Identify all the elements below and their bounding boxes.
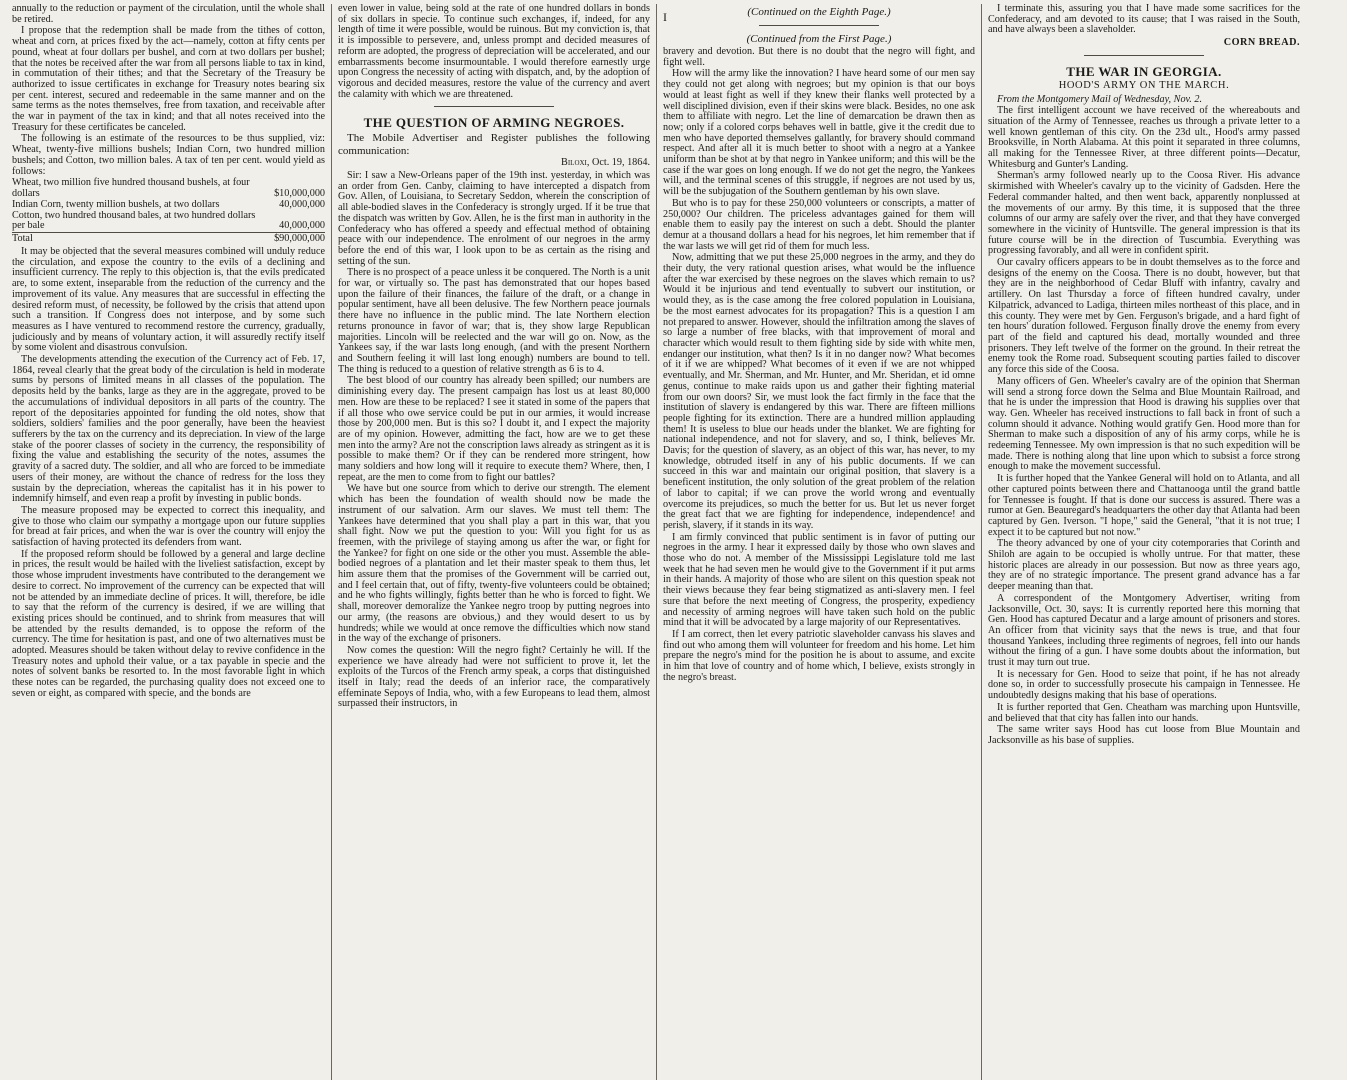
paragraph: The first intelligent account we have received of the whereabouts and situation of the Army of Tennessee, reaches us through a private letter to a well known gentleman of this city. On the 23d ult., Hood's army passed Brooksville, in North Alabama. At this point it separated in three columns, all making for the Tennessee River, at three different points—Decatur, Whitesburg and Gunter's Landing. bbox=[988, 105, 1300, 170]
dateline-place: Biloxi bbox=[561, 157, 587, 169]
article-heading: THE QUESTION OF ARMING NEGROES. bbox=[363, 115, 625, 131]
paragraph: Our cavalry officers appears to be in doubt themselves as to the force and designs of the enemy on the Coosa. There is no doubt, however, but that they are in the neighborhood of Cedar Bluff with infantry, cavalry and artillery. On last Thursday a force of fifteen hundred cavalry, under Kilpatrick, advanced to Ladiga, thirteen miles northeast of this place, and in this county. They were met by Gen. Ferguson's brigade, and a hard fight of ten hours' duration followed. Ferguson finally drove the enemy from every part of the field and captured his dead, mortally wounded and three prisoners. They left twelve of the former on the ground. In their retreat the enemy took the Rome road. Subsequent scouting parties failed to discover any force this side of the Coosa. bbox=[988, 257, 1300, 376]
paragraph: I am firmly convinced that public sentiment is in favor of putting our negroes in the army. I hear it expressed daily by those who own slaves and those who do not. A member of the Mississippi Legislature told me last week that he had seven men he would give to the Government if it put arms in their hands. A majority of those who are silent on this question speak not their views because they fear being stigmatized as anti-slavery men. I feel sure that before the next meeting of Congress, the prosperity, expediency and necessity of arming negroes will have taken such hold on the public mind that it will be advocated by a large majority of our Representatives. bbox=[663, 531, 975, 629]
paragraph: It is further reported that Gen. Cheatham was marching upon Huntsville, and believed that that city has fallen into our hands. bbox=[988, 701, 1300, 724]
article-intro: The Mobile Advertiser and Register publishes the following communication: bbox=[338, 132, 650, 157]
paragraph: But who is to pay for these 250,000 volunteers or conscripts, a matter of 250,000? Our children. The priceless advantages gained for them will enable them to easily pay the interest on such a debt. Should the planter demur at a thousand dollars a head for his negroes, let him remember that if the war lasts we will get rid of them for much less. bbox=[663, 197, 975, 252]
paragraph: It is necessary for Gen. Hood to seize that point, if he has not already done so, in order to successfully prosecute his campaign in Tennessee. He undoubtedly designs making that his base of operations. bbox=[988, 668, 1300, 702]
paragraph: It may be objected that the several measures combined will unduly reduce the circulation, and expose the country to the evils of a declining and insufficient currency. The reply to this objection is, that the evils predicated are, to some extent, inseparable from the reduction of the currency and the improvement of its value. Any measures that are successful in effecting the desired reform must, of necessity, be followed by the crisis that attend upon such a transition. If Congress does not interpose, and by some such measures as I have ventured to recommend restore the currency, gradually, judiciously and by means of voluntary action, it will assuredly rectify itself by some violent and disastrous convulsion. bbox=[12, 246, 325, 354]
article-subheading: HOOD'S ARMY ON THE MARCH. bbox=[1058, 79, 1230, 91]
table-row bbox=[12, 211, 325, 233]
paragraph: bravery and devotion. But there is no doubt that the negro will fight, and fight well. bbox=[663, 46, 975, 68]
paragraph: The measure proposed may be expected to correct this inequality, and give to those who claim our sympathy a mortgage upon our future supplies for bread at fair prices, and when the war is over the country will enjoy the satisfaction of having protected its defenders from want. bbox=[12, 504, 325, 549]
table-row bbox=[12, 178, 325, 200]
paragraph: Many officers of Gen. Wheeler's cavalry are of the opinion that Sherman will send a strong force down the Selma and Blue Mountain Railroad, and that he is under the impression that Hood is drawing his supplies over that way. Gen. Wheeler has received instructions to fall back in front of such a column should it advance. Nothing would gratify Gen. Hood more than for Sherman to make such a disposition of any of his army corps, while he is redeeming Tennessee. My own impression is that no such expedition will be made. There is nothing along that line upon which to subsist a force strong enough to make the movement successful. bbox=[988, 375, 1300, 473]
paragraph: It is further hoped that the Yankee General will hold on to Atlanta, and all other captured points between there and Chattanooga until the grand battle for Tennessee is fought. If that is done our success is assured. There was a rumor at Gen. Beauregard's headquarters the other day that Atlanta had been captured by Gen. Iverson. "I hope," said the General, "that it is not true; I expect it to be captured but not now." bbox=[988, 473, 1300, 538]
divider bbox=[759, 25, 879, 26]
paragraph: even lower in value, being sold at the rate of one hundred dollars in bonds of six dollars in specie. To continue such exchanges, if, indeed, for any length of time it were possible, would be ruinous. But my conviction is, that it is impossible to persevere, and, unless prompt and decided measures of reform are adopted, the progress of depreciation will be accelerated, and our embarrassments become insurmountable. I would therefore earnestly urge upon Congress the necessity of acting with dispatch, and, by the adoption of vigorous and decided measures, restore the value of the currency and avert the calamity with which we are threatened. bbox=[338, 4, 650, 100]
column-3 bbox=[656, 4, 981, 1080]
estimate-amount: $10,000,000 bbox=[274, 188, 325, 200]
paragraph: The developments attending the execution of the Currency act of Feb. 17, 1864, reveal clearly that the great body of the circulation is held in moderate sums by persons of limited means in all classes of the population. The deposits held by the banks, large as they are in the aggregate, proved to be the accumulations of individual depositors in all parts of the country. The report of the depositaries appointed for funding the old notes, show that soldiers, soldiers' families and the poor generally, have been the heaviest sufferers by the tax on the currency and its depreciation. In view of the large stake of the poorer classes of society in the currency, the responsibility of fixing the value and establishing the security of the notes, assumes the gravity of a sacred duty. The soldier, and all who are forced to be immediate users of their money, are without the chance of redress for the loss they sustain by the depreciation, whereas the capitalist has it in his power to indemnify himself, and even reap a profit by investing in public bonds. bbox=[12, 354, 325, 505]
paragraph: Now comes the question: Will the negro fight? Certainly he will. If the experience we have already had were not sufficient to prove it, let the exploits of the Turcos of the French army speak, a corps that distinguished itself in Italy; read the deeds of an inferior race, the comparatively effeminate Sepoys of India, who, with a few Europeans to lead them, almost surpassed their instructors, in bbox=[338, 644, 650, 710]
estimate-label: Cotton, two hundred thousand bales, at two hundred dollars per bale bbox=[12, 209, 256, 232]
estimate-amount: 40,000,000 bbox=[279, 198, 325, 210]
paragraph: annually to the reduction or payment of the circulation, until the whole shall be retired. bbox=[12, 4, 325, 25]
divider bbox=[1084, 55, 1204, 56]
estimate-amount: 40,000,000 bbox=[279, 220, 325, 232]
gutter-marker: I bbox=[663, 10, 667, 24]
divider bbox=[434, 106, 554, 107]
paragraph: I terminate this, assuring you that I have made some sacrifices for the Confederacy, and am devoted to its cause; that I was raised in the South, and have always been a slaveholder. bbox=[988, 4, 1300, 36]
dateline bbox=[338, 158, 650, 169]
total-label: Total bbox=[12, 233, 270, 245]
total-row bbox=[12, 233, 325, 245]
paragraph: The theory advanced by one of your city cotemporaries that Corinth and Shiloh are again to be occupied is wholly untrue. For that matter, these historic places are already in our possession. But now as three years ago, they are of no strategic importance. The present grand advance has a far deeper meaning than that. bbox=[988, 538, 1300, 593]
paragraph: If I am correct, then let every patriotic slaveholder canvass his slaves and find out who among them will volunteer for freedom and his home. Let him prepare the negro's mind for the position he is about to assume, and excite in him that love of country and of home which, I believe, exists strongly in the negro's breast. bbox=[663, 628, 975, 683]
paragraph: I propose that the redemption shall be made from the tithes of cotton, wheat and corn, at prices fixed by the act—namely, cotton at fifty cents per pound, wheat at four dollars per bushel, and corn at two dollars per bushel; that the notes be received after the war from all persons liable to tax in kind, in commutation of their tithes; and that the Secretary of the Treasury be authorized to issue certificates in exchange for Treasury notes bearing six per cent. interest, secured and redeemable in the same manner and on the same terms as the notes themselves, free from taxation, and receivable after the war in payment of the tax in kind; and that all notes received into the Treasury for these certificates be canceled. bbox=[12, 25, 325, 133]
total-amount: $90,000,000 bbox=[270, 233, 325, 245]
signature: CORN BREAD. bbox=[1223, 37, 1300, 49]
paragraph: Now, admitting that we put these 25,000 negroes in the army, and they do their duty, the very rational question arises, what would be the influence after the war exercised by these negroes on the slaves which remain to us? Would it be injurious and tend eventually to subvert our institution, or would they, as is the case among the free colored population in Louisiana, be the most earnest advocates for its propagation? This is a question I am not prepared to answer. However, should the infiltration among the slaves of so large a number of free blacks, with that improvement of moral and character which would result to them fighting side by side with white men, endanger our institution, what then? Is it in no danger now? What becomes of it if we are whipped? What becomes of it even if we are not whipped eventually, and Mr. Sherman, and Mr. Hunter, and Mr. Sheridan, et id omne genus, continue to make raids upon us and gather their fighting material from our own doors? Sir, we must look the fact firmly in the face that the institution of slavery is endangered by this war. There are fifteen millions people fighting for its extinction. There are a hundred million applauding them! It is useless to blue our heads under the blanket. We are fighting for national independence, and not for slavery, and so, I think, believes Mr. Davis; for the question of slavery, as an object of this war, has never, to my knowledge, obtruded itself in any of his public documents. If we can succeed in this war and maintain our original position, that slavery is a beneficent institution, the only solution of the great problem of the relation of labor to capital; if we can prove the world wrong and eventually overcome its prejudices, so much the better for us. But let us never forget the great fact that we are fighting for independence, independence! and perish, slavery, if it stands in its way. bbox=[663, 252, 975, 531]
paragraph: A correspondent of the Montgomery Advertiser, writing from Jacksonville, Oct. 30, says: It is currently reported here this morning that Gen. Hood has captured Decatur and a large amount of prisoners and stores. An officer from that vicinity says that the news is true, and that four thousand Yankees, including three regiments of negroes, fell into our hands without the firing of a gun. I have some doubts about the information, but trust it may turn out true. bbox=[988, 592, 1300, 669]
paragraph: How will the army like the innovation? I have heard some of our men say they could not get along with negroes; but my opinion is that our boys would at least fight as well if they knew their flanks well protected by a well disciplined division, even if their skins were black. Besides, no one ask them to affiliate with negro. Let the line of demarcation be drawn then as now; only if a colored corps behaves well in battle, give it the credit due to men who have deported themselves gallantly, for bravery should command respect. And after all it is much better to shoot with a negro at a Yankee uniform than be shot at by that negro in Yankee uniform; and this will be the case if the war goes on long enough. If we do not get the negro, the Yankees will, and the terminal scenes of this struggle, if negroes are not used by us, will be the subjugation of the Southern gentleman by his own slave. bbox=[663, 68, 975, 198]
resource-estimate-table bbox=[12, 178, 325, 245]
paragraph: We have but one source from which to derive our strength. The element which has been the foundation of wealth should now be made the instrument of our salvation. Arm our slaves. We must tell them: The Yankees have determined that you shall play a part in this war, that you shall fight. Now we put the question to you: Will you fight for us as freemen, with the privilege of staying among us after the war, or fight for the Yankee? for fight on one side or the other you must. Assemble the able-bodied negroes of a plantation and let their master speak to them thus, let him assure them that the promises of the Government will be carried out, and I feel certain that, out of fifty, twenty-five volunteers could be obtained; and he who fights willingly, fights better than he who is forced to fight. We shall, moreover demoralize the Yankee negro troop by putting negroes into our army, (the reasons are obvious,) and they would desert to us by hundreds; while we would at once remove the difficulties which now stand in the way of the exchange of prisoners. bbox=[338, 483, 650, 645]
continued-note: (Continued from the First Page.) bbox=[746, 33, 892, 45]
dateline-date: , Oct. 19, 1864. bbox=[586, 157, 650, 169]
estimate-label: Wheat, two million five hundred thousand bushels, at four dollars bbox=[12, 177, 250, 200]
continued-note: (Continued on the Eighth Page.) bbox=[747, 6, 891, 18]
column-4 bbox=[981, 4, 1306, 1080]
paragraph: There is no prospect of a peace unless it be conquered. The North is a unit for war, or virtually so. The past has demonstrated that our hopes based upon the failure of their finances, the failure of the draft, or a change in popular sentiment, have all been delusive. The few Northern peace journals there have no influence in the public mind. The late Northern election returns pronounce in favor of war; that is, they show large Republican majorities. Lincoln will be reelected and the war will go on. Now, as the Yankees say, if the war lasts long enough, (and with the present Northern and Southern feeling it will last long enough) numbers are bound to tell. The thing is reduced to a question of relative strength as 6 is to 4. bbox=[338, 267, 650, 375]
estimate-label: Indian Corn, twenty million bushels, at two dollars bbox=[12, 198, 220, 210]
paragraph: Sherman's army followed nearly up to the Coosa River. His advance skirmished with Wheeler's cavalry up to the vicinity of Gadsden. Here the Federal commander halted, and then went back, apparently nonplussed at the movements of our army. By this time, it is supposed that the three columns of our army are safely over the river, and that they have converged somewhere in the vicinity of Huntsville. The general impression is that its future course will be in the direction of Tuscumbia. Everything was progressing favorably, and all were in confident spirit. bbox=[988, 170, 1300, 257]
column-1 bbox=[6, 4, 331, 1080]
column-2 bbox=[331, 4, 656, 1080]
paragraph: The best blood of our country has already been spilled; our numbers are diminishing every day. The present campaign has lost us at least 80,000 men. How are these to be replaced? I see it stated in some of the papers that if all those who owe service could be put in our armies, it would increase those by 200,000 men. But is this so? I doubt it, and I expect the majority are of my opinion. However, admitting the fact, how are we to get these men into the army? Are not the conscription laws already as stringent as it is possible to make them? Or if they can be rendered more stringent, how many soldiers and how long will it require to execute them? Where, then, I repeat, are the men to come from to fight our battles? bbox=[338, 375, 650, 483]
article-heading: THE WAR IN GEORGIA. bbox=[1066, 63, 1222, 79]
paragraph: The following is an estimate of the resources to be thus supplied, viz: Wheat, twenty-five millions bushels; Indian Corn, two hundred million bushels; and Cotton, two million bales. A tax of ten per cent. would yield as follows: bbox=[12, 133, 325, 177]
paragraph: If the proposed reform should be followed by a general and large decline in prices, the result would be hailed with the liveliest satisfaction, except by those whose imprudent investments have contributed to the derangement we desire to correct. No improvement of the currency can be expected that will not be attended by an immediate decline of prices. It will, therefore, be idle to say that the reform of the currency is desired, if we are willing that existing prices should be continued, and to shrink from measures that will be attended by the results demanded, is to oppose the reform of the currency. The time for hesitation is past, and one of two alternatives must be adopted. Measures should be taken without delay to revive confidence in the Treasury notes and uphold their value, or a tax payable in specie and the notes of solvent banks be resorted to. In the most favorable light in which these notes can be regarded, the purchasing quality does not exceed one to seven or eight, as compared with specie, and the bonds are bbox=[12, 548, 325, 699]
paragraph: The same writer says Hood has cut loose from Blue Mountain and Jacksonville as his base of supplies. bbox=[988, 724, 1300, 746]
paragraph: Sir: I saw a New-Orleans paper of the 19th inst. yesterday, in which was an order from Gen. Canby, claiming to have intercepted a dispatch from Gov. Allen, of Louisiana, to Secretary Seddon, wherein the conscription of all able-bodied slaves in the Confederacy is strongly urged. If it be true that the dispatch was written by Gov. Allen, he is the first man in authority in the Confederacy who has offered a speedy and effectual method of obtaining peace with our independence. The enrolment of our negroes in the army before the end of this war, I look upon to be as certain as the rising and setting of the sun. bbox=[338, 170, 650, 267]
byline: From the Montgomery Mail of Wednesday, Nov. 2. bbox=[997, 93, 1203, 105]
